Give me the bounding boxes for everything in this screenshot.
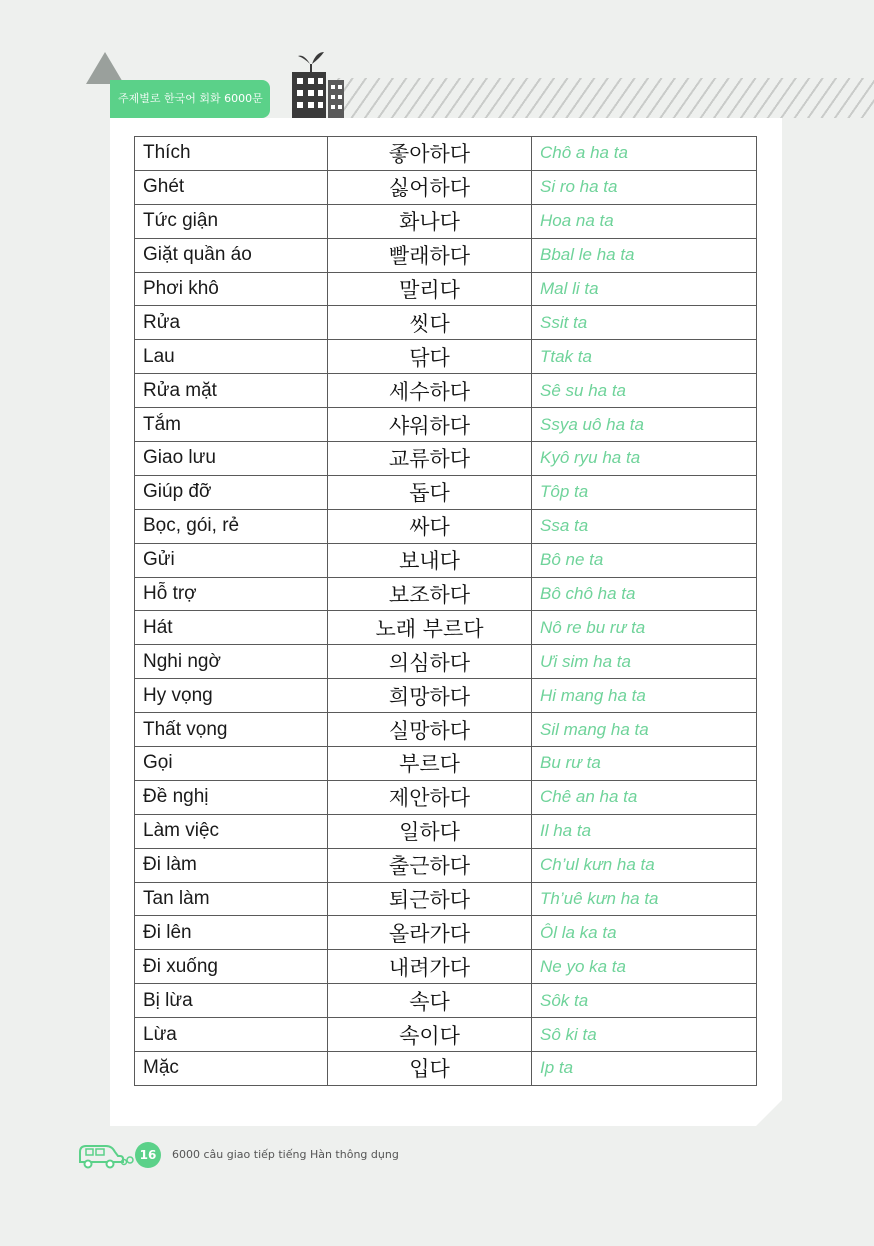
korean-word: 출근하다 [328,848,532,882]
pronunciation: Ưi sim ha ta [532,645,757,679]
table-row [135,577,757,611]
pronunciation: Chê an ha ta [532,780,757,814]
pronunciation: Hoa na ta [532,204,757,238]
pronunciation: Bu rư ta [532,747,757,781]
pronunciation: Ne yo ka ta [532,950,757,984]
pronunciation: Ttak ta [532,340,757,374]
korean-word: 샤워하다 [328,408,532,442]
table-row [135,848,757,882]
vietnamese-word: Làm việc [135,814,328,848]
korean-word: 일하다 [328,814,532,848]
korean-word: 세수하다 [328,374,532,408]
table-row [135,475,757,509]
table-row [135,950,757,984]
book-title: 6000 câu giao tiếp tiếng Hàn thông dụng [172,1148,399,1161]
vietnamese-word: Giao lưu [135,442,328,476]
table-row [135,780,757,814]
car-icon [76,1142,134,1170]
table-row [135,374,757,408]
table-row [135,984,757,1018]
table-row [135,747,757,781]
table-row [135,137,757,171]
pronunciation: Ch’ul kưn ha ta [532,848,757,882]
korean-word: 부르다 [328,747,532,781]
pronunciation: Bbal le ha ta [532,238,757,272]
vietnamese-word: Thất vọng [135,713,328,747]
city-building-icon [288,50,348,120]
page-number: 16 [135,1142,161,1168]
pronunciation: Sô ki ta [532,1018,757,1052]
vietnamese-word: Đi lên [135,916,328,950]
korean-word: 좋아하다 [328,137,532,171]
table-row [135,916,757,950]
vietnamese-word: Hát [135,611,328,645]
vietnamese-word: Bọc, gói, rẻ [135,509,328,543]
vietnamese-word: Hỗ trợ [135,577,328,611]
table-row [135,238,757,272]
vietnamese-word: Giúp đỡ [135,475,328,509]
korean-word: 닦다 [328,340,532,374]
korean-word: 올라가다 [328,916,532,950]
vietnamese-word: Hy vọng [135,679,328,713]
korean-word: 보내다 [328,543,532,577]
pronunciation: Chô a ha ta [532,137,757,171]
vietnamese-word: Đi xuống [135,950,328,984]
vietnamese-word: Phơi khô [135,272,328,306]
korean-word: 빨래하다 [328,238,532,272]
pronunciation: Bô chô ha ta [532,577,757,611]
pronunciation: Bô ne ta [532,543,757,577]
pronunciation: Sê su ha ta [532,374,757,408]
table-row [135,272,757,306]
pronunciation: Tôp ta [532,475,757,509]
table-row [135,204,757,238]
korean-word: 싫어하다 [328,170,532,204]
korean-word: 화나다 [328,204,532,238]
korean-word: 제안하다 [328,780,532,814]
vocabulary-table [134,136,757,1086]
vietnamese-word: Rửa mặt [135,374,328,408]
table-row [135,713,757,747]
pronunciation: Si ro ha ta [532,170,757,204]
header-hatch-band [330,78,874,118]
vietnamese-word: Mặc [135,1052,328,1086]
table-row [135,306,757,340]
pronunciation: Th’uê kưn ha ta [532,882,757,916]
korean-word: 노래 부르다 [328,611,532,645]
table-row [135,340,757,374]
korean-word: 말리다 [328,272,532,306]
table-row [135,509,757,543]
vietnamese-word: Bị lừa [135,984,328,1018]
table-row [135,814,757,848]
korean-word: 입다 [328,1052,532,1086]
korean-word: 교류하다 [328,442,532,476]
vietnamese-word: Tan làm [135,882,328,916]
pronunciation: Ssa ta [532,509,757,543]
table-row [135,1018,757,1052]
vietnamese-word: Ghét [135,170,328,204]
korean-word: 실망하다 [328,713,532,747]
vietnamese-word: Tắm [135,408,328,442]
pronunciation: Ssya uô ha ta [532,408,757,442]
korean-word: 속다 [328,984,532,1018]
vietnamese-word: Rửa [135,306,328,340]
korean-word: 퇴근하다 [328,882,532,916]
korean-word: 희망하다 [328,679,532,713]
vietnamese-word: Tức giận [135,204,328,238]
table-row [135,679,757,713]
vietnamese-word: Lau [135,340,328,374]
table-row [135,645,757,679]
pronunciation: Nô re bu rư ta [532,611,757,645]
pronunciation: Ssit ta [532,306,757,340]
korean-word: 의심하다 [328,645,532,679]
vietnamese-word: Đi làm [135,848,328,882]
korean-word: 내려가다 [328,950,532,984]
pronunciation: Ôl la ka ta [532,916,757,950]
table-row [135,611,757,645]
table-row [135,408,757,442]
korean-word: 싸다 [328,509,532,543]
table-row [135,442,757,476]
vietnamese-word: Gọi [135,747,328,781]
pronunciation: Kyô ryu ha ta [532,442,757,476]
pronunciation: Hi mang ha ta [532,679,757,713]
vietnamese-word: Đề nghị [135,780,328,814]
pronunciation: Mal li ta [532,272,757,306]
vietnamese-word: Gửi [135,543,328,577]
table-row [135,1052,757,1086]
pronunciation: Sôk ta [532,984,757,1018]
pronunciation: Il ha ta [532,814,757,848]
pronunciation: Sil mang ha ta [532,713,757,747]
vietnamese-word: Thích [135,137,328,171]
korean-word: 씻다 [328,306,532,340]
vietnamese-word: Giặt quần áo [135,238,328,272]
korean-word: 돕다 [328,475,532,509]
table-row [135,543,757,577]
korean-word: 보조하다 [328,577,532,611]
table-row [135,882,757,916]
vietnamese-word: Lừa [135,1018,328,1052]
korean-word: 속이다 [328,1018,532,1052]
pronunciation: Ip ta [532,1052,757,1086]
table-row [135,170,757,204]
book-tag: 주제별로 한국어 회화 6000문 [110,80,270,118]
vietnamese-word: Nghi ngờ [135,645,328,679]
